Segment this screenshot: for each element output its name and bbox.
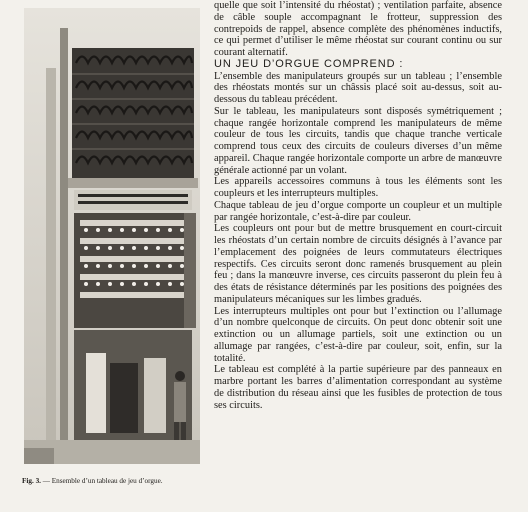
paragraph-4: Chaque tableau de jeu d’orgue comporte un coupleur et un multiple par rangée horizontale, c’est-à-dire par couleur.	[214, 199, 502, 223]
figure-caption	[22, 477, 222, 486]
paragraph-5: Les coupleurs ont pour but de mettre brusquement en court-circuit les rhéostats d’un certain nombre de circuits désignés à l’avance par l’emplacement des poignées de leurs commutateurs électriques respectifs. Ces circuits seront donc ramenés brusquement au plein feu ; dans la manœuvre inverse, ces circuits passeront du plein feu à des états de résistance déterminés par les positions des poignées des manipulateurs mécaniques sur les limbes gradués.	[214, 223, 502, 305]
continuation-paragraph: quelle que soit l’intensité du rhéostat) ; ventilation parfaite, absence de câble souple accompagnant le frotteur, suppression des contrepoids de rappel, absence complète des phénomènes inductifs, ce qui permet d’utiliser le même rhéostat sur courant continu ou sur courant alternatif.	[214, 0, 502, 58]
caption-text: — Ensemble d’un tableau de jeu d’orgue.	[42, 477, 163, 485]
paragraph-6: Les interrupteurs multiples ont pour but l’extinction ou l’allumage d’un nombre quelconque de circuits. On peut donc obtenir soit une extinction ou un allumage partiels, soit une extinction ou un allumage par rangées, c’est-à-dire par couleur, soit, enfin, sur la totalité.	[214, 305, 502, 364]
paragraph-3: Les appareils accessoires communs à tous les éléments sont les coupleurs et les interrupteurs multiples.	[214, 176, 502, 199]
section-heading: UN JEU D’ORGUE COMPREND :	[214, 57, 404, 70]
caption-label: Fig. 3.	[22, 477, 41, 485]
paragraph-2: Sur le tableau, les manipulateurs sont disposés symétriquement ; chaque rangée horizontale comprend les manipulateurs de même couleur de tous les circuits, tandis que chaque tranche verticale comprend tous ceux des circuits de couleurs diverses d’un même appareil. Chaque rangée horizontale comporte un arbre de manœuvre générale actionné par un volant.	[214, 105, 502, 176]
paragraph-7: Le tableau est complété à la partie supérieure par des panneaux en marbre portant les barres d’alimentation correspondant au système de distribution du réseau ainsi que les fusibles de protection de tous ses circuits.	[214, 364, 502, 411]
organ-console-photo	[24, 8, 200, 464]
article-column	[214, 0, 502, 411]
paragraph-1: L’ensemble des manipulateurs groupés sur un tableau ; l’ensemble des rhéostats montés sur un châssis placé soit au-dessus, soit au-dessous du tableau précédent.	[214, 70, 502, 105]
organ-console-illustration	[24, 8, 200, 464]
